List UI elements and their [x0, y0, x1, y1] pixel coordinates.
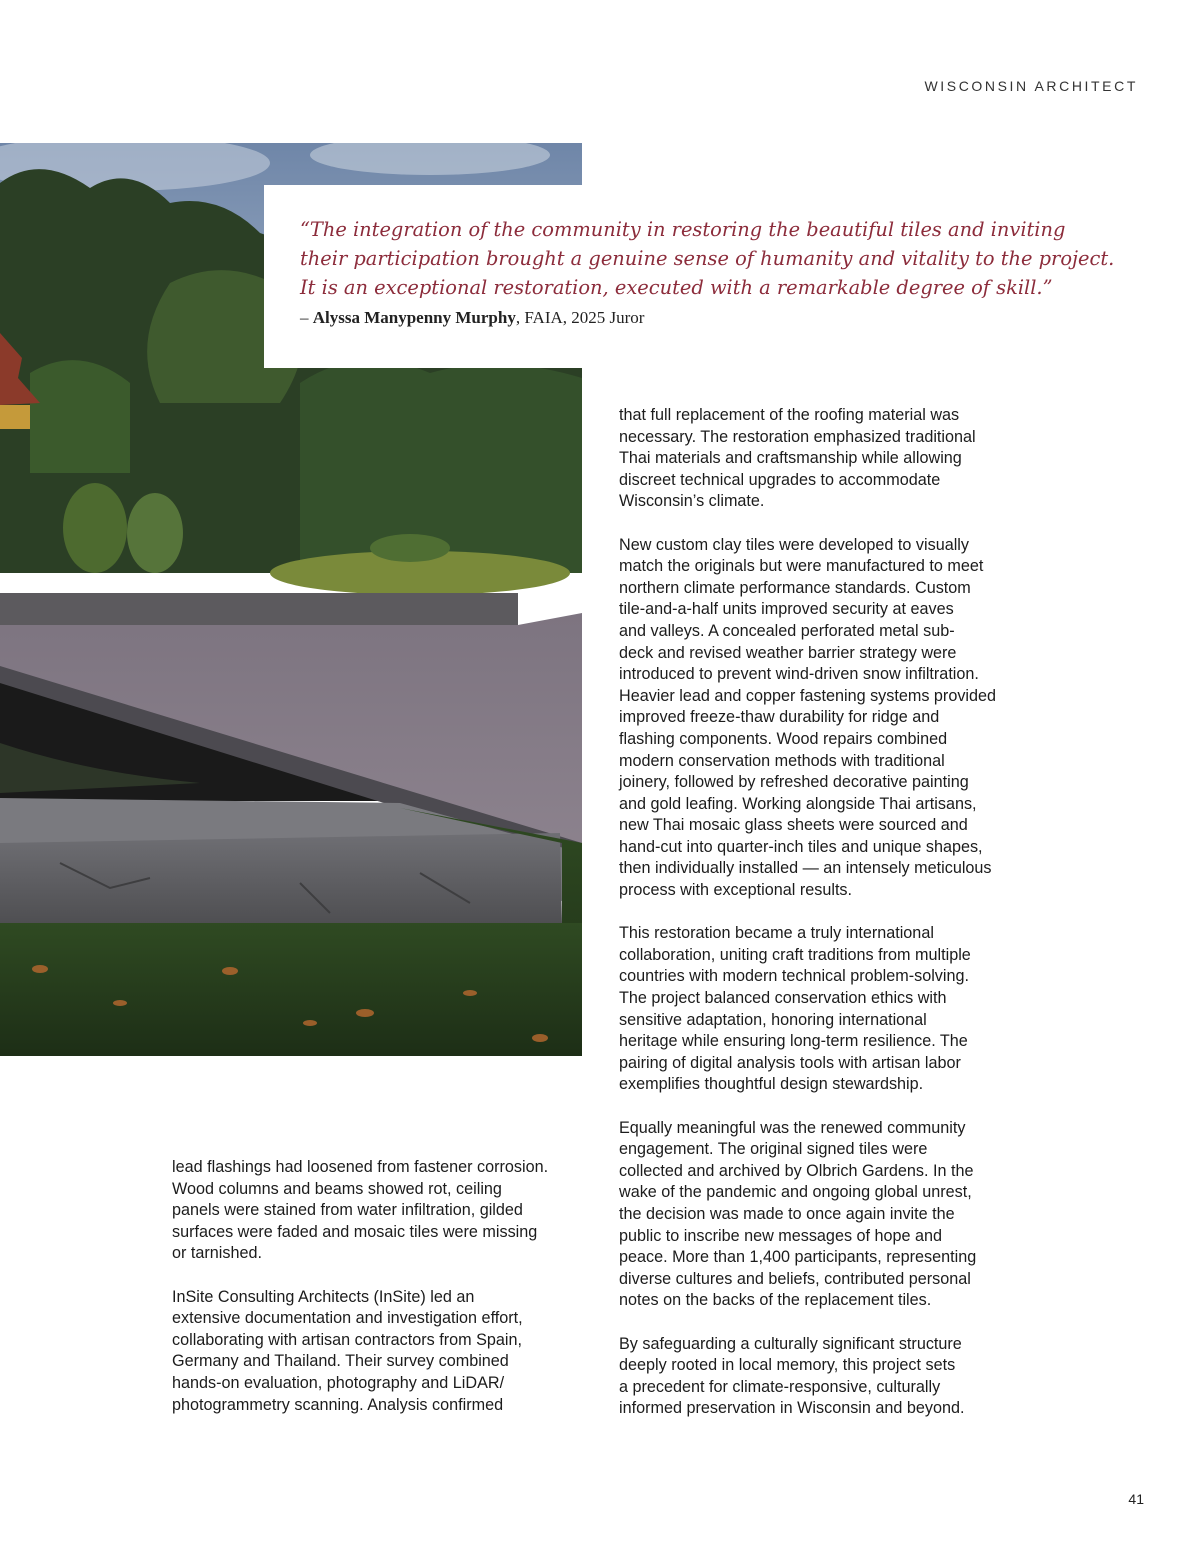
body-paragraph: New custom clay tiles were developed to visually match the originals but were manufactured to meet northern climate performance standards. Custom tile-and-a-half units improved security at eaves and valleys. A concealed perforated metal sub- deck and revised weather barrier strategy were introduced to prevent wind-driven snow infiltration. Heavier lead and copper fastening systems provided improved freeze-thaw durability for ridge and flashing components. Wood repairs combined modern conservation methods with traditional joinery, followed by refreshed decorative painting and gold leafing. Working alongside Thai artisans, new Thai mosaic glass sheets were sourced and hand-cut into quarter-inch tiles and unique shapes, then individually installed — an intensely meticulous process with exceptional results. — [619, 535, 997, 900]
body-paragraph: lead flashings had loosened from fastener corrosion. Wood columns and beams showed rot, ceiling panels were stained from water infiltration, gilded surfaces were faded and mosaic tiles were missing or tarnished. — [172, 1158, 549, 1263]
attribution-name: Alyssa Manypenny Murphy — [312, 308, 516, 327]
body-paragraph: Equally meaningful was the renewed community engagement. The original signed tiles were collected and archived by Olbrich Gardens. In the wake of the pandemic and ongoing global unrest, the decision was made to once again invite the public to inscribe new messages of hope and peace. More than 1,400 participants, representing diverse cultures and beliefs, contributed personal notes on the backs of the replacement tiles. — [619, 1118, 977, 1310]
pull-quote — [264, 185, 1115, 368]
body-paragraph: This restoration became a truly international collaboration, uniting craft traditions from multiple countries with modern technical problem-solving. The project balanced conservation ethics with sensitive adaptation, honoring international heritage while ensuring long-term resilience. The pairing of digital analysis tools with artisan labor exemplifies thoughtful design stewardship. — [619, 924, 971, 1094]
body-column-left — [172, 1157, 612, 1438]
page-number: 41 — [1128, 1491, 1144, 1507]
pull-quote-text: “The integration of the community in restoring the beautiful tiles and inviting their participation brought a genuine sense of humanity and vitality to the project. It is an exceptional restoration, executed with a remarkable degree of skill.” — [300, 218, 1115, 299]
body-paragraph: By safeguarding a culturally significant structure deeply rooted in local memory, this project sets a precedent for climate-responsive, culturally informed preservation in Wisconsin and beyond. — [619, 1334, 965, 1418]
body-column-right — [619, 405, 1069, 1442]
body-paragraph: InSite Consulting Architects (InSite) led an extensive documentation and investigation effort, collaborating with artisan contractors from Spain, Germany and Thailand. Their survey combined hands-on evaluation, photography and LiDAR/ photogrammetry scanning. Analysis confirmed — [172, 1287, 523, 1414]
body-paragraph: that full replacement of the roofing material was necessary. The restoration emphasized traditional Thai materials and craftsmanship while allowing discreet technical upgrades to accommodate Wisconsin’s climate. — [619, 406, 976, 511]
pull-quote-attribution — [300, 308, 864, 328]
attribution-dash: – — [300, 308, 313, 327]
attribution-credentials: , FAIA, 2025 Juror — [515, 308, 645, 327]
running-head: WISCONSIN ARCHITECT — [924, 78, 1138, 94]
